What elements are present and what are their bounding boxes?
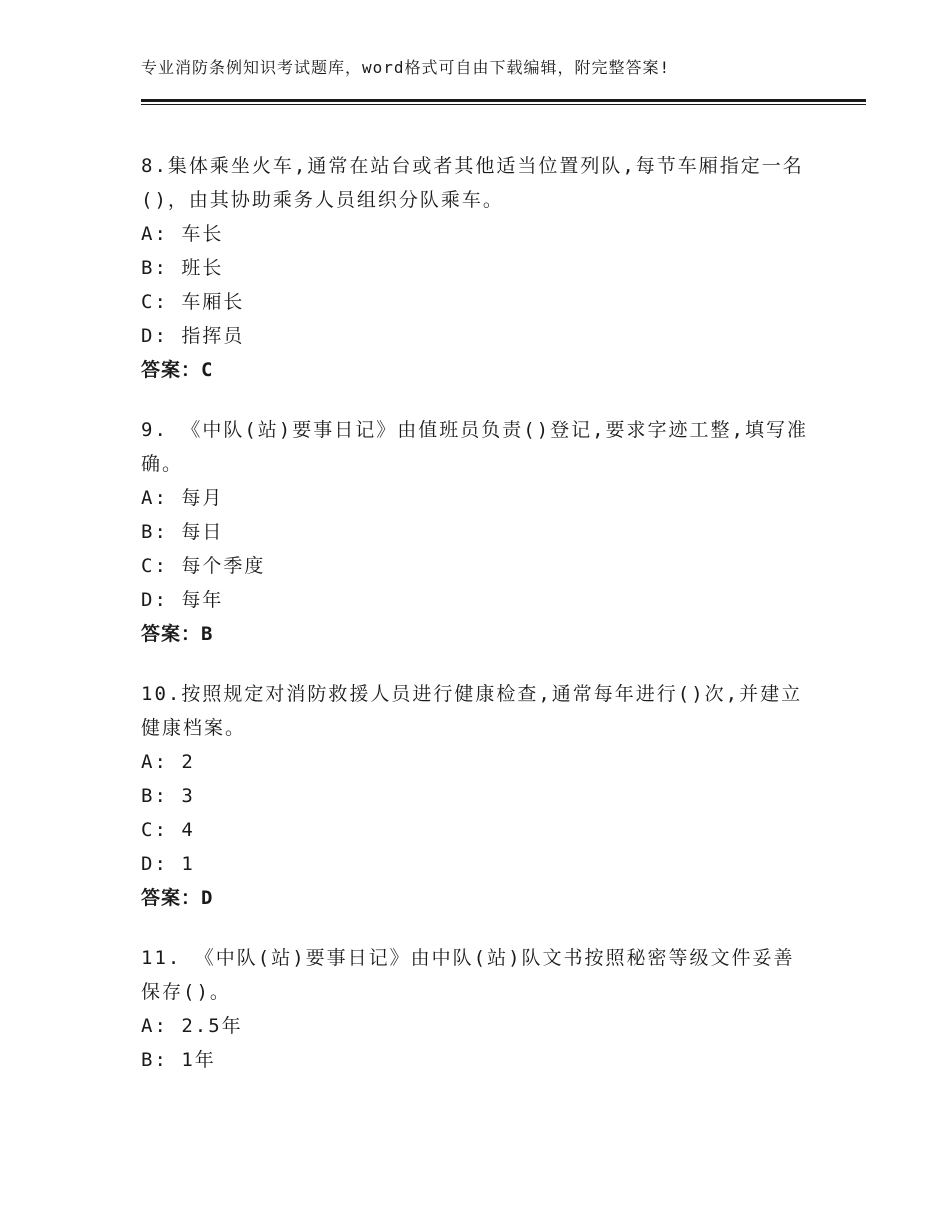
header-rule-thick	[141, 99, 866, 102]
question-text: 11. 《中队(站)要事日记》由中队(站)队文书按照秘密等级文件妥善保存()。	[141, 947, 795, 1003]
question-11	[141, 941, 811, 1077]
question-list	[141, 149, 811, 1103]
option-c: C: 车厢长	[141, 291, 245, 313]
answer-label: 答案：B	[141, 623, 214, 645]
header-rule-thin	[141, 104, 866, 105]
question-text: 10.按照规定对消防救援人员进行健康检查,通常每年进行()次,并建立健康档案。	[141, 683, 803, 739]
option-a: A: 车长	[141, 223, 224, 245]
question-text: 8.集体乘坐火车,通常在站台或者其他适当位置列队,每节车厢指定一名()，由其协助乘务人员组织分队乘车。	[141, 155, 804, 211]
option-a: A: 每月	[141, 487, 224, 509]
question-text: 9. 《中队(站)要事日记》由值班员负责()登记,要求字迹工整,填写准确。	[141, 419, 808, 475]
option-d: D: 指挥员	[141, 325, 245, 347]
question-10	[141, 677, 811, 915]
option-c: C: 4	[141, 819, 195, 841]
option-b: B: 1年	[141, 1049, 216, 1071]
option-b: B: 每日	[141, 521, 224, 543]
option-a: A: 2.5年	[141, 1015, 243, 1037]
option-c: C: 每个季度	[141, 555, 266, 577]
option-d: D: 每年	[141, 589, 224, 611]
question-9	[141, 413, 811, 651]
document-header: 专业消防条例知识考试题库，word格式可自由下载编辑，附完整答案!	[141, 58, 671, 77]
answer-label: 答案：D	[141, 887, 214, 909]
option-d: D: 1	[141, 853, 195, 875]
option-a: A: 2	[141, 751, 195, 773]
question-8	[141, 149, 811, 387]
option-b: B: 3	[141, 785, 195, 807]
answer-label: 答案：C	[141, 359, 214, 381]
option-b: B: 班长	[141, 257, 224, 279]
